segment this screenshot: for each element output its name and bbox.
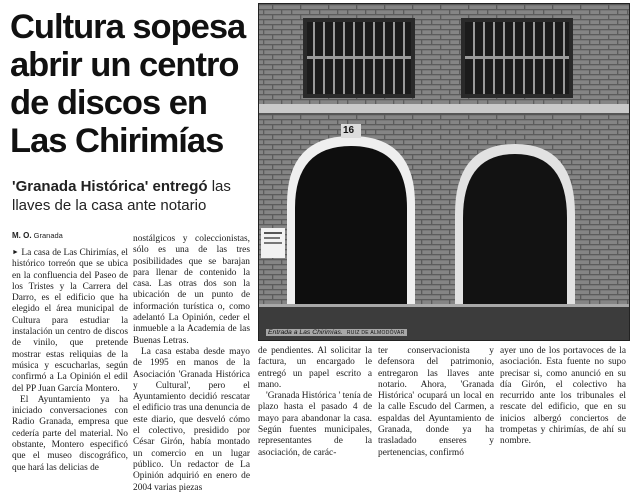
article-column-4 xyxy=(378,346,494,459)
photo-credit: RUIZ DE ALMODÓVAR xyxy=(346,330,405,336)
article-paragraph: La casa estaba desde mayo de 1995 en manos de la Asociación 'Granada Histórica y Cultural', pero el Ayuntamiento decidió rescatar el edificio tras una denuncia de este diario, que desveló cómo el colectivo, presidido por César Girón, había montado un comercio en un lugar público. Un redactor de La Opinión adquirió en enero de 2004 varias piezas xyxy=(133,346,250,493)
byline xyxy=(12,231,63,240)
article-column-5 xyxy=(500,346,626,448)
headline: Cultura sopesa abrir un centro de discos en Las Chirimías xyxy=(10,8,246,160)
article-paragraph: ter conservacionista y defensora del patrimonio, entregaron las llaves ante notario. Ahora, 'Granada Histórica' ocupará un local en la calle Escudo del Carmen, a espaldas del Ayuntamiento de Granada, donde ya ha trasladado enseres y pertenencias, confirmó xyxy=(378,346,494,458)
article-paragraph: nostálgicos y coleccionistas, sólo es una de las tres posibilidades que se barajan para llenar de contenido la casa. Las otras dos son la ubicación de un punto de información turística o, como adelantó La Opinión, ceder el inmueble a la Academia de las Buenas Letras. xyxy=(133,234,250,346)
article-paragraph: El Ayuntamiento ya ha iniciado conversaciones con Radio Granada, empresa que cedería parte del material. No obstante, Montero especificó que el museo discográfico, que hará las delicias de xyxy=(12,394,128,473)
building-photo xyxy=(258,3,630,341)
article-paragraph xyxy=(12,247,128,395)
article-paragraph: de pendientes. Al solicitar la factura, un encargado le entregó un papel escrito a mano. xyxy=(258,346,372,390)
paragraph-marker-icon: ► xyxy=(12,248,19,256)
chirimias-facade-image xyxy=(259,4,630,341)
subheadline-bold: 'Granada Histórica' entregó xyxy=(12,178,208,195)
article-column-2 xyxy=(133,234,250,494)
article-paragraph: ayer uno de los portavoces de la asociación. Esta fuente no supo precisar si, como anunció en su día Girón, el colectivo ha recurrido ante los tribunales el rescate del edificio, que en su inicios albergó conciertos de trompetas y chirimías, de ahí su nombre. xyxy=(500,346,626,447)
subheadline-rest: las llaves de la casa ante notario xyxy=(12,178,231,214)
byline-place: Granada xyxy=(33,231,63,240)
door-number: 16 xyxy=(343,125,355,136)
byline-initials: M. O. xyxy=(12,231,32,240)
paragraph-text: La casa de Las Chirimías, el histórico torreón que se ubica en la confluencia del Paseo de los Tristes y la Carrera del Darro, es el edificio que ha elegido el área municipal de Cultura para estudiar la instalación un centro de discos de vinilo, que pretende mostrar estas reliquias de la música y escucharlas, según confirmó a La Opinión el edil del PP Juan García Montero. xyxy=(12,248,129,394)
subheadline xyxy=(12,177,258,215)
photo-caption xyxy=(266,329,407,336)
article-column-3 xyxy=(258,346,372,459)
article-paragraph: 'Granada Histórica ' tenía de plazo hasta el pasado 4 de mayo para abandonar la casa. Según fuentes municipales, representantes de la asociación, de carác- xyxy=(258,391,372,458)
caption-text: Entrada a Las Chirimías. xyxy=(268,329,343,336)
